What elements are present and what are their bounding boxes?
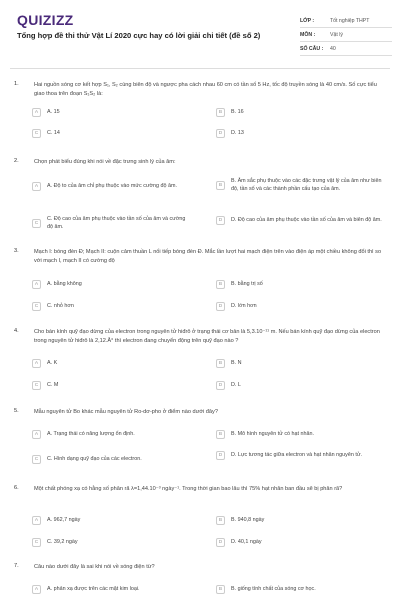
- option-a[interactable]: [32, 182, 192, 191]
- document-title: Tổng hợp đề thi thử Vật Lí 2020 cực hay có lời giải chi tiết (đề số 2): [17, 31, 261, 40]
- option-text: A. Trạng thái có năng lượng ổn định.: [47, 430, 135, 437]
- document-header: [0, 0, 400, 70]
- option-badge: B: [216, 181, 225, 190]
- option-c[interactable]: [32, 538, 192, 547]
- question-text: Cho bán kính quỹ đạo dừng của electron trong nguyên tử hiđrô ở trạng thái cơ bản là 5,3.10⁻¹¹ m. Nếu bán kính quỹ đạo dừng của electron trong nguyên tử hiđrô là 2,12.Å° thì electron đang chuyển động trên quỹ đạo nào ?: [34, 329, 380, 344]
- option-text: A. 15: [47, 108, 60, 115]
- option-b[interactable]: [216, 359, 386, 368]
- option-badge: A: [32, 280, 41, 289]
- option-c[interactable]: [32, 129, 192, 138]
- option-text: B. N: [231, 359, 242, 366]
- option-b[interactable]: [216, 516, 386, 525]
- option-badge: C: [32, 219, 41, 228]
- option-a[interactable]: [32, 430, 192, 439]
- question-number: 6.: [14, 485, 19, 491]
- option-badge: A: [32, 182, 41, 191]
- option-b[interactable]: [216, 585, 386, 594]
- option-text: C. 14: [47, 129, 60, 136]
- option-text: D. Độ cao của âm phụ thuộc vào tần số của âm và biên độ âm.: [231, 216, 382, 223]
- option-a[interactable]: [32, 359, 192, 368]
- question-number: 4.: [14, 328, 19, 334]
- option-text: A. bằng không: [47, 280, 82, 287]
- option-badge: C: [32, 381, 41, 390]
- option-d[interactable]: [216, 129, 386, 138]
- option-b[interactable]: [216, 108, 386, 117]
- option-badge: C: [32, 538, 41, 547]
- option-d[interactable]: [216, 216, 386, 225]
- option-a[interactable]: [32, 280, 192, 289]
- option-badge: B: [216, 516, 225, 525]
- question-number: 7.: [14, 563, 19, 569]
- option-text: B. 16: [231, 108, 244, 115]
- option-a[interactable]: [32, 585, 192, 594]
- option-c[interactable]: [32, 455, 192, 464]
- question-number: 3.: [14, 248, 19, 254]
- option-badge: C: [32, 129, 41, 138]
- option-b[interactable]: [216, 430, 386, 439]
- question-text: Mẫu nguyên tử Bo khác mẫu nguyên tử Ro-dơ-pho ở điểm nào dưới đây?: [34, 409, 218, 415]
- option-c[interactable]: [32, 216, 192, 231]
- option-badge: D: [216, 302, 225, 311]
- meta-row-class: [300, 14, 392, 28]
- option-badge: A: [32, 359, 41, 368]
- option-text: B. giống tính chất của sóng cơ học.: [231, 585, 316, 592]
- option-badge: A: [32, 108, 41, 117]
- question-text: Hai nguồn sóng cơ kết hợp S₁, S₂ cùng biên độ và ngược pha cách nhau 60 cm có tần số 5 Hz, tốc độ truyền sóng là 40 cm/s. Số cực tiểu giao thoa trên đoạn S₁S₂ là:: [34, 82, 377, 97]
- option-badge: A: [32, 516, 41, 525]
- meta-key: LỚP :: [300, 17, 315, 24]
- meta-key: MÔN :: [300, 31, 316, 38]
- option-text: D. 40,1 ngày: [231, 538, 262, 545]
- option-badge: D: [216, 129, 225, 138]
- option-d[interactable]: [216, 381, 386, 390]
- option-a[interactable]: [32, 108, 192, 117]
- question-text: Câu nào dưới đây là sai khi nói về sóng điện từ?: [34, 564, 155, 570]
- option-badge: B: [216, 585, 225, 594]
- option-text: B. Mô hình nguyên tử có hạt nhân.: [231, 430, 315, 437]
- option-b[interactable]: [216, 178, 386, 193]
- option-badge: B: [216, 280, 225, 289]
- option-badge: A: [32, 430, 41, 439]
- option-badge: D: [216, 216, 225, 225]
- option-d[interactable]: [216, 538, 386, 547]
- option-text: B. Âm sắc phụ thuộc vào các đặc trưng vật lý của âm như biên độ, tần số và các thành phần cấu tạo của âm.: [231, 178, 382, 192]
- question-number: 5.: [14, 408, 19, 414]
- option-badge: B: [216, 108, 225, 117]
- option-text: C. 39,2 ngày: [47, 538, 78, 545]
- option-text: C. Hình dạng quỹ đạo của các electron.: [47, 455, 142, 462]
- option-badge: C: [32, 455, 41, 464]
- question-text: Mạch I: bóng đèn Đ; Mạch II: cuộn cảm thuần L nối tiếp bóng đèn Đ. Mắc lần lượt hai mạch điện trên vào điện áp một chiều không đổi thì so với mạch I, mạch II có cường độ: [34, 249, 382, 264]
- option-text: B. 940,8 ngày: [231, 516, 265, 523]
- option-badge: A: [32, 585, 41, 594]
- option-text: D. 13: [231, 129, 244, 136]
- meta-value: Tốt nghiệp THPT: [330, 17, 370, 24]
- meta-key: SỐ CÂU :: [300, 45, 324, 52]
- option-c[interactable]: [32, 302, 192, 311]
- option-d[interactable]: [216, 302, 386, 311]
- option-text: A. Độ to của âm chỉ phụ thuộc vào mức cường độ âm.: [47, 182, 178, 189]
- option-text: D. lớn hơn: [231, 302, 257, 309]
- option-text: A. 962,7 ngày: [47, 516, 81, 523]
- option-badge: D: [216, 538, 225, 547]
- option-d[interactable]: [216, 451, 386, 460]
- meta-value: 40: [330, 45, 336, 52]
- quizizz-logo: QUIZIZZ: [17, 12, 74, 28]
- option-badge: B: [216, 430, 225, 439]
- meta-row-count: [300, 42, 392, 56]
- option-text: A. K: [47, 359, 58, 366]
- option-text: C. M: [47, 381, 59, 388]
- option-badge: D: [216, 451, 225, 460]
- question-text: Chọn phát biểu đúng khi nói về đặc trưng sinh lý của âm:: [34, 159, 176, 165]
- option-b[interactable]: [216, 280, 386, 289]
- question-text: Một chất phóng xạ có hằng số phân rã λ=1,44.10⁻³ ngày⁻¹. Trong thời gian bao lâu thì 75% hạt nhân ban đầu sẽ bị phân rã?: [34, 486, 343, 492]
- option-text: A. phản xạ được trên các mặt kim loại.: [47, 585, 140, 592]
- option-text: C. nhỏ hơn: [47, 302, 74, 309]
- meta-table: [300, 14, 392, 56]
- question-number: 2.: [14, 158, 19, 164]
- option-c[interactable]: [32, 381, 192, 390]
- meta-value: Vật lý: [330, 31, 343, 38]
- option-badge: B: [216, 359, 225, 368]
- option-badge: D: [216, 381, 225, 390]
- option-text: D. L: [231, 381, 241, 388]
- header-divider: [10, 68, 390, 69]
- question-number: 1.: [14, 81, 19, 87]
- option-badge: C: [32, 302, 41, 311]
- option-text: B. bằng trị số: [231, 280, 263, 287]
- option-a[interactable]: [32, 516, 192, 525]
- option-text: C. Độ cao của âm phụ thuộc vào tần số của âm và cường độ âm.: [47, 216, 186, 230]
- meta-row-subject: [300, 28, 392, 42]
- option-text: D. Lực tương tác giữa electron và hạt nhân nguyên tử.: [231, 451, 362, 458]
